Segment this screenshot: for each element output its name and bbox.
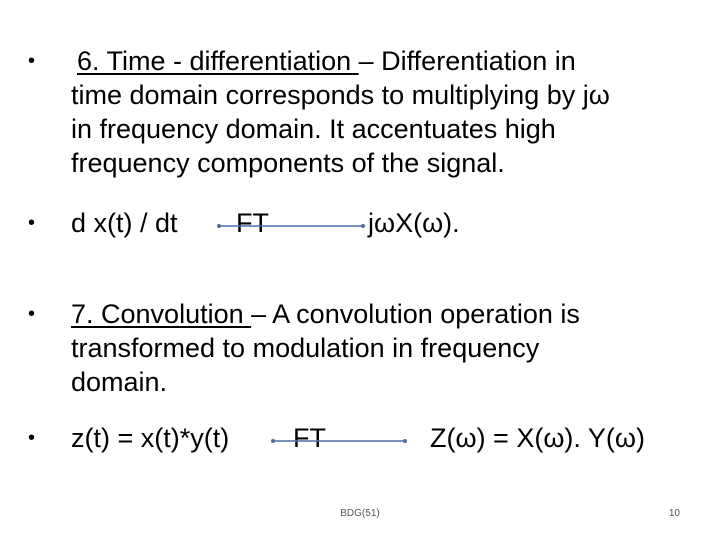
bullet-line: time domain corresponds to multiplying by jω [71,80,610,110]
section-heading: 7. Convolution [71,299,252,329]
ft-label: FT [293,423,326,453]
bullet-convolution [28,297,688,401]
bullet-line: domain. [71,367,168,397]
formula-rhs: Z(ω) = X(ω). Y(ω) [430,423,645,453]
formula-lhs: z(t) = x(t)*y(t) [71,423,230,453]
page-number: 10 [668,508,680,519]
transform-arrow-icon [270,435,410,447]
bullet-marker: • [28,303,36,325]
bullet-line: transformed to modulation in frequency [71,333,540,363]
bullet-convolution-formula [28,421,688,455]
bullet-line: in frequency domain. It accentuates high [71,114,556,144]
bullet-marker: • [28,427,36,449]
formula-lhs: d x(t) / dt [71,208,178,238]
bullet-time-differentiation [28,44,688,184]
bullet-text [71,297,691,399]
bullet-text [71,44,691,180]
formula [28,206,688,240]
formula [28,421,688,455]
section-heading: 6. Time - differentiation [77,46,359,76]
formula-rhs: jωX(ω). [368,208,460,238]
bullet-marker: • [28,50,36,72]
footer-label: BDG(51) [340,508,380,519]
bullet-line [71,297,691,331]
text-fragment: – A convolution operation is [251,299,580,329]
bullet-line [77,44,691,78]
transform-arrow-icon [216,220,368,232]
ft-label: FT [236,208,269,238]
text-fragment: – Differentiation in [358,46,576,76]
bullet-line: frequency components of the signal. [71,148,505,178]
bullet-differentiation-formula [28,206,688,240]
bullet-marker: • [28,212,36,234]
